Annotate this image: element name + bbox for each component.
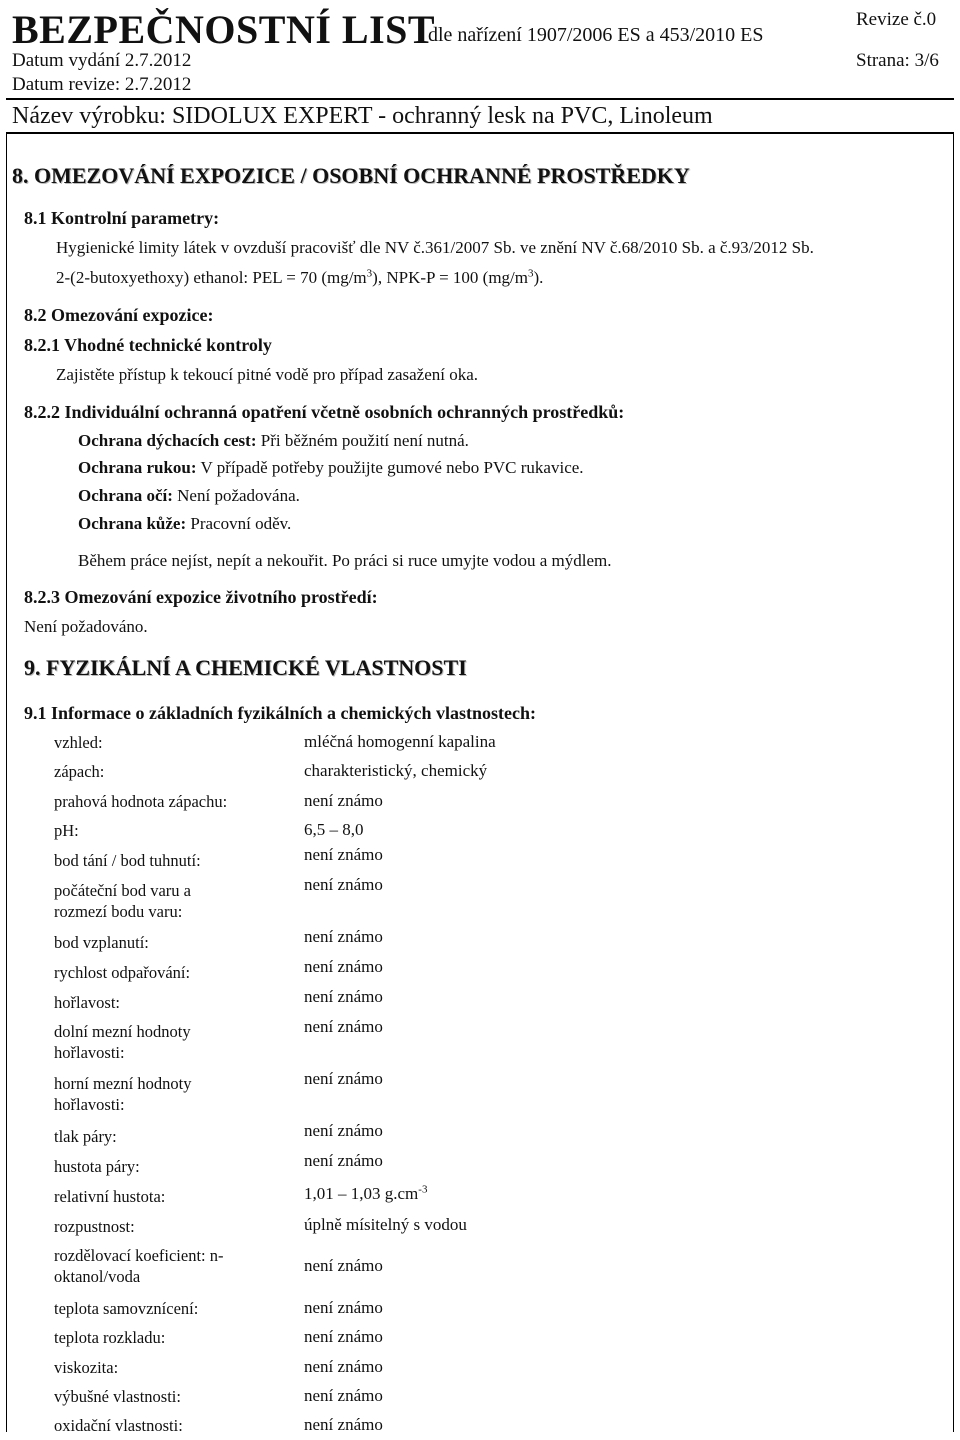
header-divider-top (6, 98, 954, 100)
page-frame (6, 132, 954, 1432)
document-title: BEZPEČNOSTNÍ LIST (12, 7, 436, 52)
section-8-2-1-heading: 8.2.1 Vhodné technické kontroly (24, 335, 272, 355)
property-label: viskozita: (54, 1358, 119, 1377)
property-value: není známo (304, 1069, 383, 1088)
regulation-reference: dle nařízení 1907/2006 ES a 453/2010 ES (428, 24, 764, 46)
property-value: není známo (304, 1327, 383, 1346)
section-9-heading: 9. FYZIKÁLNÍ A CHEMICKÉ VLASTNOSTI (24, 655, 467, 680)
property-label: oxidační vlastnosti: (54, 1416, 183, 1435)
property-label: dolní mezní hodnoty hořlavosti: (54, 1022, 191, 1062)
environmental-exposure-text: Není požadováno. (24, 617, 148, 636)
property-label: relativní hustota: (54, 1187, 166, 1206)
property-value: 6,5 – 8,0 (304, 820, 364, 839)
property-value: úplně mísitelný s vodou (304, 1215, 467, 1234)
property-value: není známo (304, 927, 383, 946)
property-value: není známo (304, 1151, 383, 1170)
property-label: hustota páry: (54, 1157, 140, 1176)
issue-date: Datum vydání 2.7.2012 (12, 50, 192, 71)
section-9-1-heading: 9.1 Informace o základních fyzikálních a chemických vlastnostech: (24, 703, 536, 723)
hygiene-measures-text: Během práce nejíst, nepít a nekouřit. Po práci si ruce umyjte vodou a mýdlem. (78, 551, 612, 570)
page-number: Strana: 3/6 (856, 50, 939, 71)
property-label: počáteční bod varu a rozmezí bodu varu: (54, 881, 191, 921)
skin-protection: Ochrana kůže: Pracovní oděv. (78, 514, 292, 533)
section-8-2-3-heading: 8.2.3 Omezování expozice životního prostředí: (24, 587, 378, 607)
respiratory-protection: Ochrana dýchacích cest: Při běžném použití není nutná. (78, 431, 469, 450)
hand-protection: Ochrana rukou: V případě potřeby použijte gumové nebo PVC rukavice. (78, 458, 584, 477)
property-value: není známo (304, 875, 383, 894)
section-8-2-heading: 8.2 Omezování expozice: (24, 305, 214, 325)
property-value: není známo (304, 1256, 383, 1275)
property-value: charakteristický, chemický (304, 761, 488, 780)
property-label: bod tání / bod tuhnutí: (54, 851, 201, 870)
property-value: není známo (304, 845, 383, 864)
property-value: mléčná homogenní kapalina (304, 732, 496, 751)
property-label: tlak páry: (54, 1127, 117, 1146)
property-value: není známo (304, 1357, 383, 1376)
property-value: není známo (304, 1415, 383, 1434)
property-label: vzhled: (54, 733, 103, 752)
property-value: není známo (304, 1121, 383, 1140)
hygiene-limits-text: Hygienické limity látek v ovzduší pracovišť dle NV č.361/2007 Sb. ve znění NV č.68/2010 Sb. a č.93/2012 Sb. (56, 238, 814, 257)
property-label: pH: (54, 821, 79, 840)
eye-protection: Ochrana očí: Není požadována. (78, 486, 300, 505)
property-value: není známo (304, 1017, 383, 1036)
property-value: není známo (304, 1386, 383, 1405)
property-value: není známo (304, 957, 383, 976)
property-label: hořlavost: (54, 993, 120, 1012)
property-label: zápach: (54, 762, 105, 781)
section-8-1-heading: 8.1 Kontrolní parametry: (24, 208, 220, 228)
exposure-limit-values: 2-(2-butoxyethoxy) ethanol: PEL = 70 $(mg/m^3)$, NPK-P = 100 $(mg/m^3)$. (56, 267, 544, 287)
revision-date: Datum revize: 2.7.2012 (12, 74, 192, 95)
technical-controls-text: Zajistěte přístup k tekoucí pitné vodě pro případ zasažení oka. (56, 365, 479, 384)
property-value: není známo (304, 1298, 383, 1317)
revision-number: Revize č.0 (856, 9, 937, 30)
property-label: rozpustnost: (54, 1217, 135, 1236)
property-value: 1,01 – 1,03 $g.cm^{-3}$ (304, 1183, 428, 1203)
property-label: výbušné vlastnosti: (54, 1387, 181, 1406)
section-8-heading: 8. OMEZOVÁNÍ EXPOZICE / OSOBNÍ OCHRANNÉ PROSTŘEDKY (12, 163, 690, 188)
property-value: není známo (304, 987, 383, 1006)
property-label: teplota rozkladu: (54, 1328, 166, 1347)
property-label: rychlost odpařování: (54, 963, 191, 982)
section-8-2-2-heading: 8.2.2 Individuální ochranná opatření včetně osobních ochranných prostředků: (24, 402, 625, 422)
product-name: Název výrobku: SIDOLUX EXPERT - ochranný lesk na PVC, Linoleum (12, 103, 713, 129)
property-label: prahová hodnota zápachu: (54, 792, 228, 811)
property-label: bod vzplanutí: (54, 933, 149, 952)
property-value: není známo (304, 791, 383, 810)
property-label: rozdělovací koeficient: n-oktanol/voda (54, 1246, 224, 1286)
property-label: horní mezní hodnoty hořlavosti: (54, 1074, 192, 1114)
property-label: teplota samovznícení: (54, 1299, 199, 1318)
